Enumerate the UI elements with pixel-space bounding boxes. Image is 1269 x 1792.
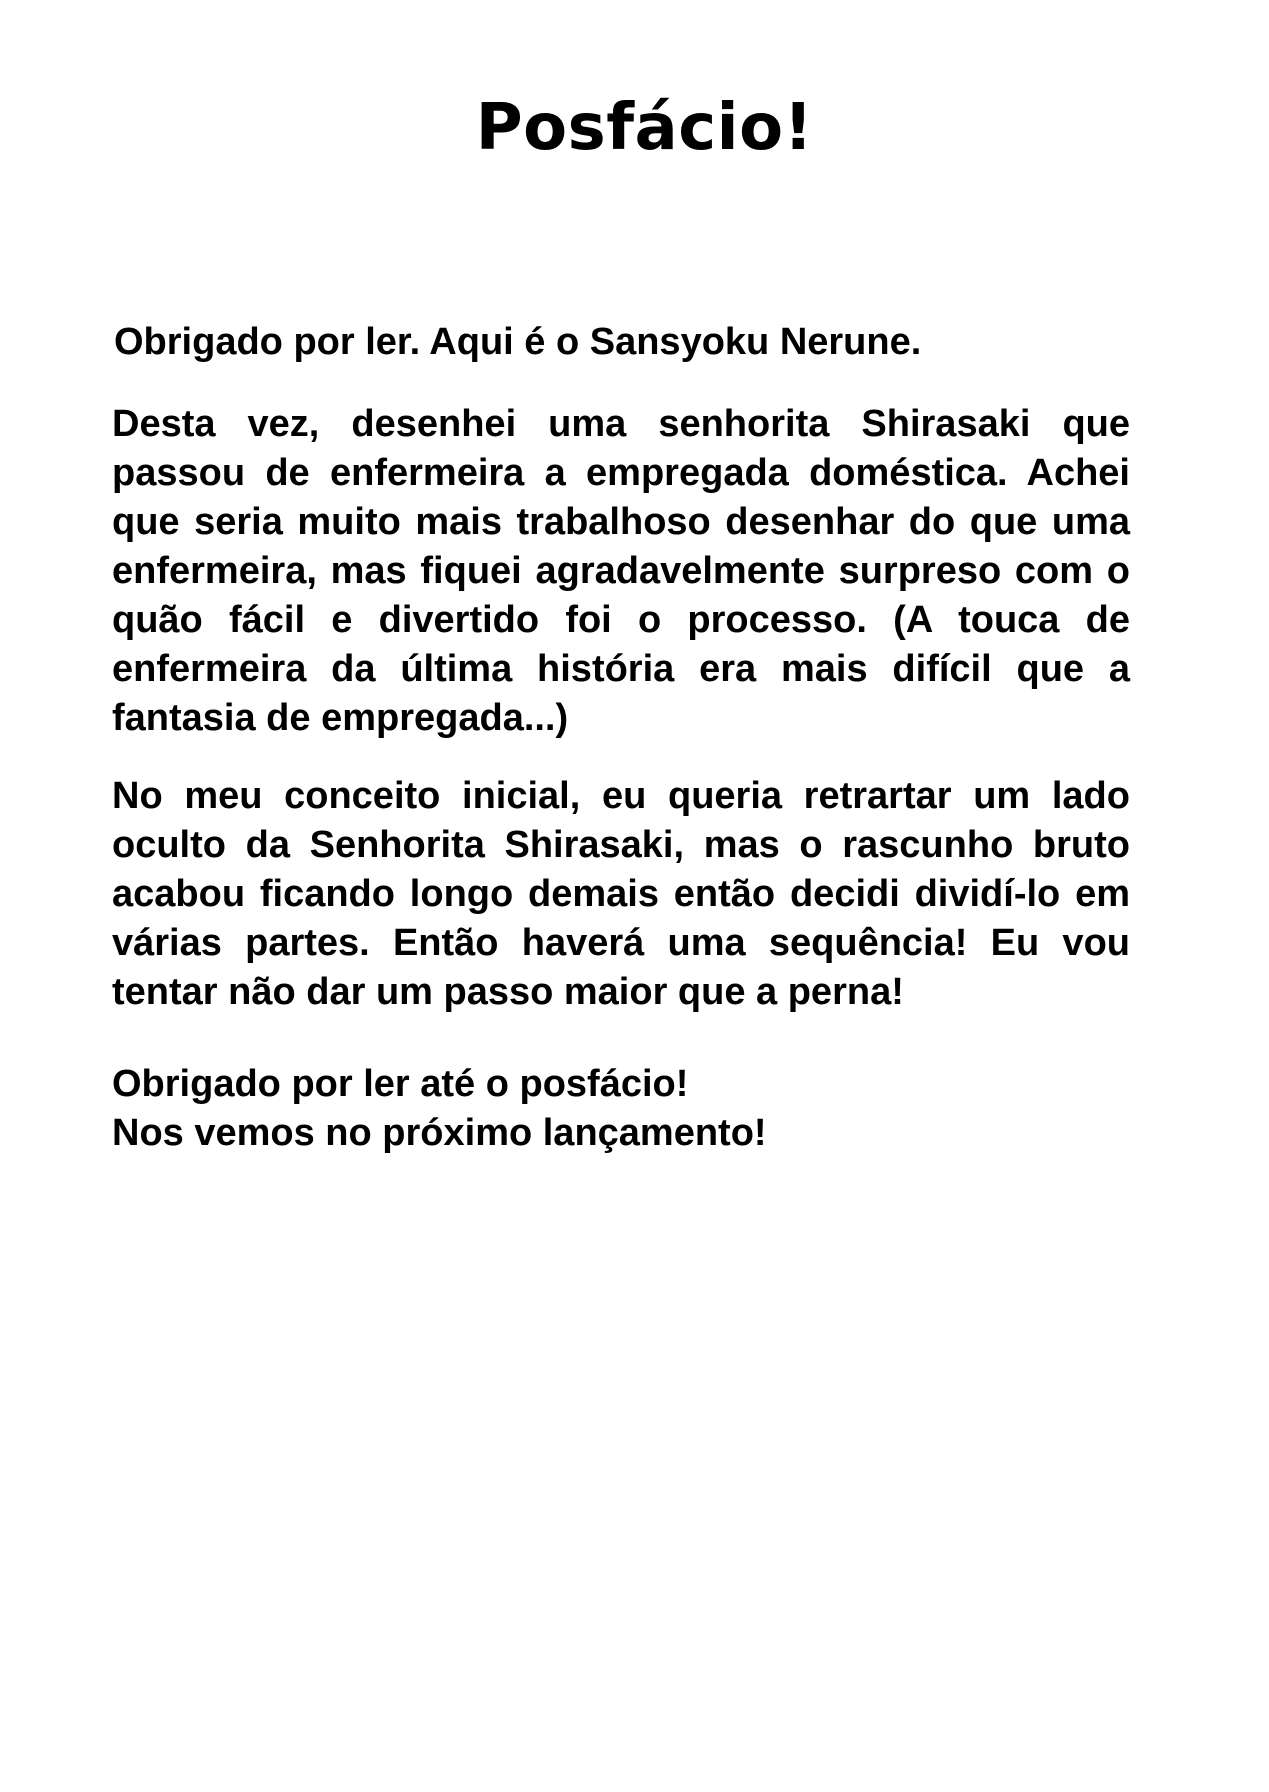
closing-farewell-line: Nos vemos no próximo lançamento! bbox=[112, 1112, 767, 1154]
closing-thanks-line: Obrigado por ler até o posfácio! bbox=[112, 1063, 689, 1105]
closing-message bbox=[112, 1060, 1130, 1158]
page-title: Posfácio! bbox=[475, 91, 814, 165]
paragraph-maid-drawing: Desta vez, desenhei uma senhorita Shirasaki que passou de enfermeira a empregada doméstica. Achei que seria muito mais trabalhoso desenhar do que uma enfermeira, mas fiquei agradavelmente surpreso com o quão fácil e divertido foi o processo. (A touca de enfermeira da última história era mais difícil que a fantasia de empregada...) bbox=[112, 403, 1130, 739]
paragraph-sequel-plan: No meu conceito inicial, eu queria retrartar um lado oculto da Senhorita Shirasaki, mas o rascunho bruto acabou ficando longo demais então decidi dividí-lo em várias partes. Então haverá uma sequência! Eu vou tentar não dar um passo maior que a perna! bbox=[112, 775, 1130, 1013]
greeting-line: Obrigado por ler. Aqui é o Sansyoku Nerune. bbox=[114, 321, 922, 363]
